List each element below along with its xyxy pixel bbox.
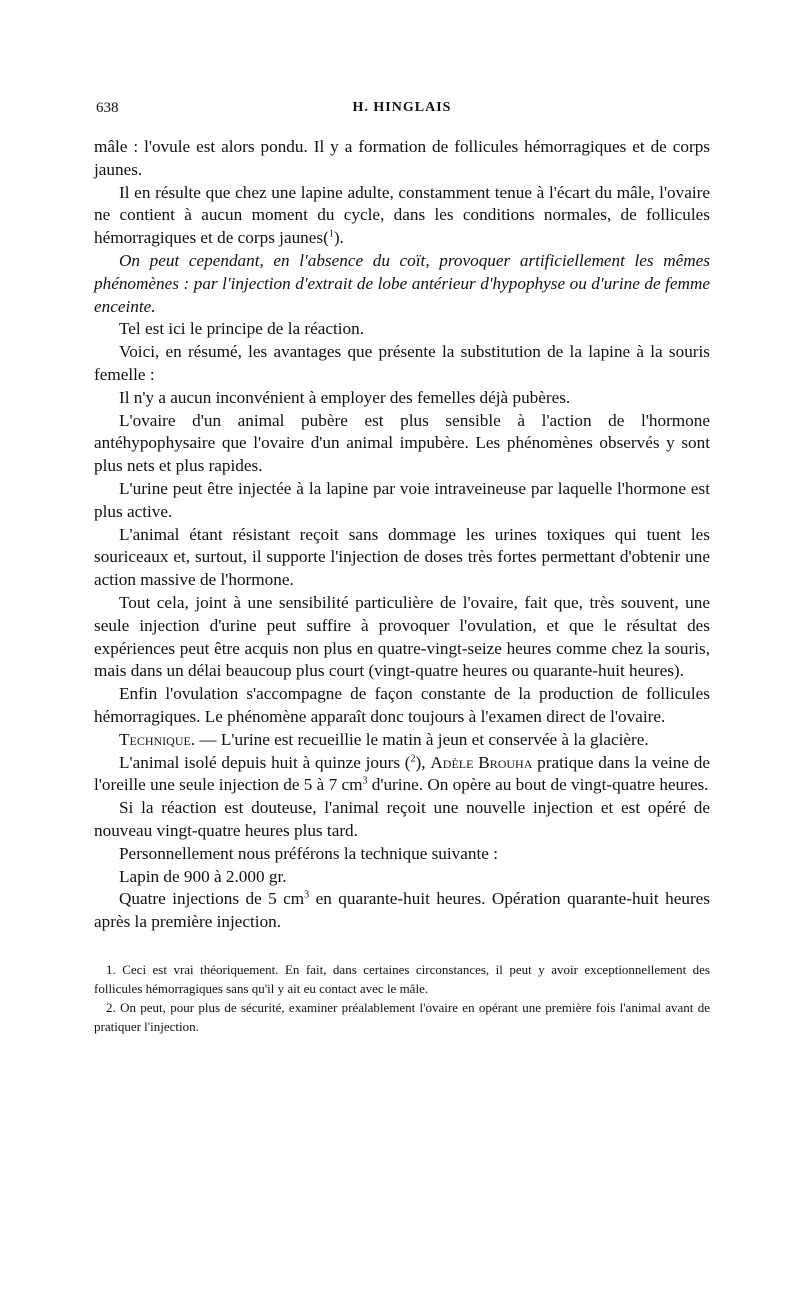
paragraph: L'animal isolé depuis huit à quinze jours ($^2$), Adèle Brouha pratique dans la veine de l'oreille une seule injection de 5 à 7 $cm^3$ d'urine. On opère au bout de vingt-quatre heures.: [94, 752, 711, 795]
page-number: 638: [96, 100, 119, 116]
running-title: H. HINGLAIS: [352, 100, 452, 115]
paragraph: Tel est ici le principe de la réaction.: [119, 319, 365, 339]
running-head: [94, 100, 710, 122]
paragraph: Personnellement nous préférons la technique suivante :: [119, 843, 498, 863]
footnotes: [94, 960, 710, 1036]
paragraph: Il en résulte que chez une lapine adulte, constamment tenue à l'écart du mâle, l'ovaire ne contient à aucun moment du cycle, dans les conditions normales, de follicules hémorragiques et de corps jaunes($^1$).: [94, 182, 710, 248]
paragraph-italic: On peut cependant, en l'absence du coït, provoquer artificiellement les mêmes phénomènes : par l'injection d'extrait de lobe antérieur d'hypophyse ou d'urine de femme enceinte.: [94, 250, 710, 316]
paragraph: Il n'y a aucun inconvénient à employer des femelles déjà pubères.: [119, 387, 571, 407]
paragraph: Quatre injections de 5 $cm^3$ en quarante-huit heures. Opération quarante-huit heures après la première injection.: [94, 889, 710, 932]
footnote: 1. Ceci est vrai théoriquement. En fait, dans certaines circonstances, il peut y avoir exceptionnellement des follicules hémorragiques sans qu'il y ait eu contact avec le mâle.: [94, 961, 710, 996]
footnote-ref: 2: [410, 752, 416, 764]
paragraph: L'ovaire d'un animal pubère est plus sensible à l'action de l'hormone antéhypophysaire que l'ovaire d'un animal impubère. Les phénomènes observés y sont plus nets et plus rapides.: [94, 410, 710, 476]
author-name: Adèle Brouha: [430, 752, 533, 772]
paragraph: Si la réaction est douteuse, l'animal reçoit une nouvelle injection et est opéré de nouveau vingt-quatre heures plus tard.: [94, 798, 710, 840]
book-page: [94, 100, 710, 1036]
footnote: 2. On peut, pour plus de sécurité, examiner préalablement l'ovaire en opérant une première fois l'animal avant de pratiquer l'injection.: [94, 999, 710, 1034]
technique-paragraph: Technique. — L'urine est recueillie le matin à jeun et conservée à la glacière.: [119, 729, 649, 749]
paragraph: L'animal étant résistant reçoit sans dommage les urines toxiques qui tuent les souriceaux et, surtout, il supporte l'injection de doses très fortes permettant d'obtenir une action massive de l'hormone.: [94, 524, 710, 590]
body-text: [94, 136, 710, 934]
paragraph: Tout cela, joint à une sensibilité particulière de l'ovaire, fait que, très souvent, une seule injection d'urine peut suffire à provoquer l'ovulation, et que le résultat des expériences peut être acquis non plus en quatre-vingt-seize heures comme chez la souris, mais dans un délai beaucoup plus court (vingt-quatre heures ou quarante-huit heures).: [94, 592, 710, 681]
paragraph: mâle : l'ovule est alors pondu. Il y a formation de follicules hémorragiques et de corps jaunes.: [94, 137, 710, 179]
paragraph: Lapin de 900 à 2.000 gr.: [119, 866, 287, 886]
technique-label: Technique.: [119, 729, 196, 749]
paragraph: L'urine peut être injectée à la lapine par voie intraveineuse par laquelle l'hormone est plus active.: [94, 478, 710, 521]
paragraph: Enfin l'ovulation s'accompagne de façon constante de la production de follicules hémorragiques. Le phénomène apparaît donc toujours à l'examen direct de l'ovaire.: [94, 684, 710, 726]
paragraph: Voici, en résumé, les avantages que présente la substitution de la lapine à la souris femelle :: [94, 342, 710, 384]
footnote-ref: 1: [328, 228, 334, 240]
